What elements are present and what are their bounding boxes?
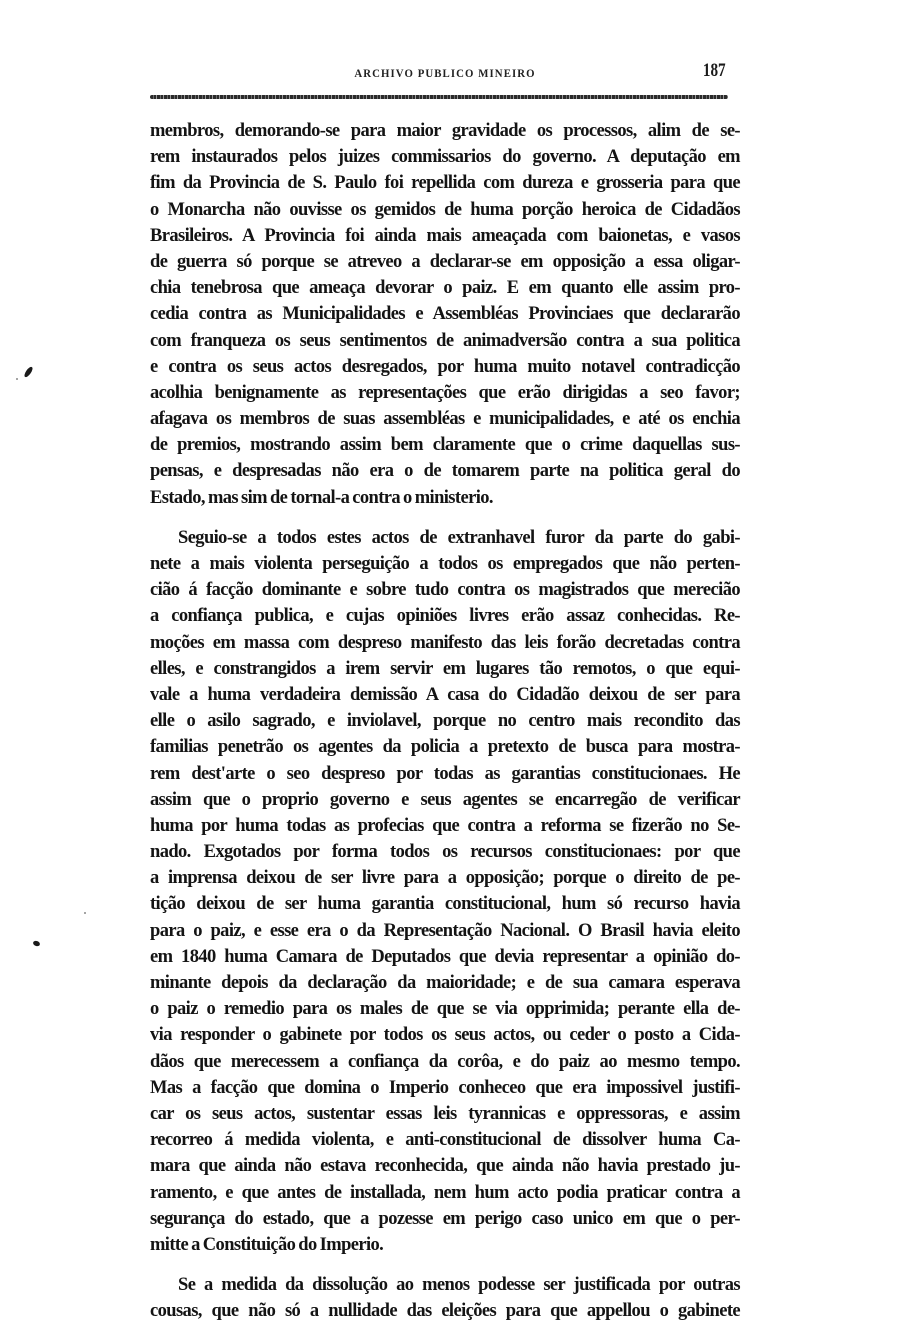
page-number: 187: [702, 60, 726, 81]
text-line: de guerra só porque se atreveo a declarar-se em opposição a essa oligar-: [150, 251, 740, 272]
text-line: afagava os membros de suas assembléas e municipalidades, e até os enchia: [150, 409, 740, 430]
text-line: membros, demorando-se para maior gravidade os processos, alim de se-: [150, 121, 740, 141]
text-line: a imprensa deixou de ser livre para a opposição; porque o direito de pe-: [150, 868, 740, 889]
text-line: acolhia benignamente as representações que erão dirigidas a seo favor;: [150, 382, 740, 403]
text-line: minante depois da declaração da maioridade; e de sua camara esperava: [150, 973, 740, 993]
text-line: moções em massa com despreso manifesto das leis forão decretadas contra: [150, 632, 740, 653]
text-line: Se a medida da dissolução ao menos podesse ser justificada por outras: [178, 1275, 740, 1296]
paragraph: [150, 525, 740, 1258]
paragraph-gap: [150, 1258, 740, 1272]
text-line: Brasileiros. A Provincia foi ainda mais ameaçada com baionetas, e vasos: [150, 225, 740, 246]
text-line: rem instaurados pelos juizes commissarios do governo. A deputação em: [150, 147, 740, 168]
text-line: dãos que merecessem a confiança da corôa, e do paiz ao mesmo tempo.: [150, 1051, 740, 1072]
text-line: pensas, e despresadas não era o de tomarem parte na politica geral do: [150, 461, 740, 482]
header-rule-divider: [150, 95, 728, 99]
text-line: cousas, que não só a nullidade das eleições para que appellou o gabinete: [150, 1301, 740, 1322]
text-line: chia tenebrosa que ameaça devorar o paiz. E em quanto elle assim pro-: [150, 278, 740, 299]
margin-speck: [16, 378, 18, 380]
margin-ink-mark: [32, 940, 40, 947]
text-line: nado. Exgotados por forma todos os recursos constitucionaes: por que: [150, 842, 740, 863]
body-text: [150, 118, 740, 1324]
margin-ink-mark: [23, 366, 34, 379]
text-line: Seguio-se a todos estes actos de extranhavel furor da parte do gabi-: [178, 527, 740, 548]
text-line: Estado, mas sim de tornal-a contra o ministerio.: [150, 487, 493, 508]
text-line: recorreo á medida violenta, e anti-constitucional de dissolver huma Ca-: [150, 1130, 740, 1151]
text-line: com franqueza os seus sentimentos de animadversão contra a sua politica: [150, 330, 740, 351]
text-line: via responder o gabinete por todos os seus actos, ou ceder o posto a Cida-: [150, 1025, 740, 1046]
paragraph: [150, 118, 740, 511]
text-line: elles, e constrangidos a irem servir em lugares tão remotos, o que equi-: [150, 658, 740, 679]
paragraph-gap: [150, 511, 740, 525]
text-line: segurança do estado, que a pozesse em perigo caso unico em que o per-: [150, 1208, 740, 1229]
text-line: Mas a facção que domina o Imperio conheceo que era impossivel justifi-: [150, 1077, 740, 1098]
text-line: assim que o proprio governo e seus agentes se encarregão de verificar: [150, 789, 740, 810]
text-line: o paiz o remedio para os males de que se via opprimida; perante ella de-: [150, 999, 740, 1020]
text-line: familias penetrão os agentes da policia a pretexto de busca para mostra-: [150, 737, 740, 758]
text-line: fim da Provincia de S. Paulo foi repellida com dureza e grosseria para que: [150, 173, 740, 194]
text-line: a confiança publica, e cujas opiniões livres erão assaz conhecidas. Re-: [150, 606, 740, 627]
text-line: em 1840 huma Camara de Deputados que devia representar a opinião do-: [150, 946, 740, 967]
text-line: e contra os seus actos desregados, por huma muito notavel contradicção: [150, 356, 740, 377]
text-line: mara que ainda não estava reconhecida, que ainda não havia prestado ju-: [150, 1156, 740, 1177]
text-line: huma por huma todas as profecias que contra a reforma se fizerão no Se-: [150, 815, 740, 836]
text-line: elle o asilo sagrado, e inviolavel, porque no centro mais recondito das: [150, 711, 740, 732]
text-line: cedia contra as Municipalidades e Assembléas Provinciaes que declararão: [150, 304, 740, 325]
text-line: tição deixou de ser huma garantia constitucional, hum só recurso havia: [150, 894, 740, 915]
running-title: ARCHIVO PUBLICO MINEIRO: [354, 66, 536, 80]
paragraph: [150, 1272, 740, 1324]
text-line: o Monarcha não ouvisse os gemidos de huma porção heroica de Cidadãos: [150, 199, 740, 220]
text-line: mitte a Constituição do Imperio.: [150, 1234, 384, 1255]
text-line: vale a huma verdadeira demissão A casa do Cidadão deixou de ser para: [150, 684, 740, 705]
text-line: rem dest'arte o seo despreso por todas as garantias constitucionaes. He: [150, 763, 740, 784]
text-line: ramento, e que antes de installada, nem hum acto podia praticar contra a: [150, 1182, 740, 1203]
margin-speck: [84, 912, 86, 914]
text-line: nete a mais violenta perseguição a todos os empregados que não perten-: [150, 554, 740, 574]
text-line: car os seus actos, sustentar essas leis tyrannicas e oppressoras, e assim: [150, 1103, 740, 1124]
text-line: para o paiz, e esse era o da Representação Nacional. O Brasil havia eleito: [150, 920, 740, 941]
text-line: cião á facção dominante e sobre tudo contra os magistrados que merecião: [150, 580, 740, 601]
running-head: [150, 60, 740, 86]
text-line: de premios, mostrando assim bem claramente que o crime daquellas sus-: [150, 435, 740, 456]
